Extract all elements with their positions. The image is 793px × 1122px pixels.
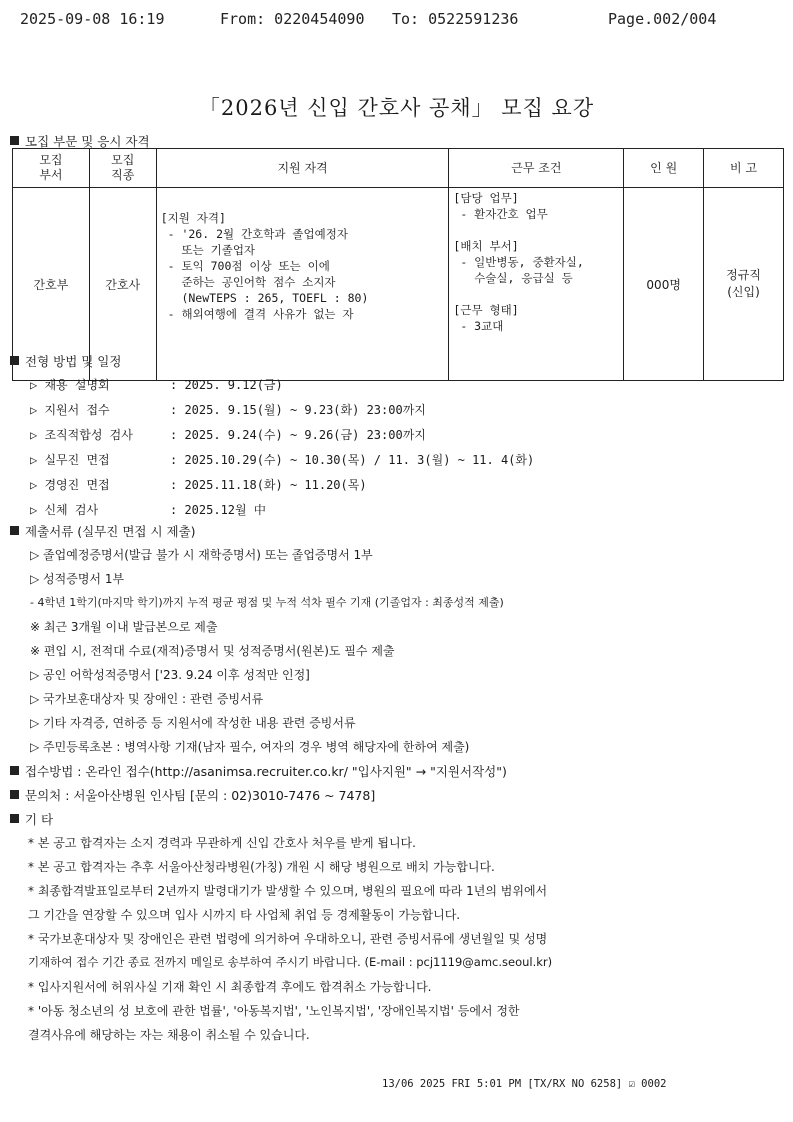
document-item: ※ 최근 3개월 이내 발급본으로 제출 (30, 620, 218, 634)
schedule-item: ▷ 신체 검사 : 2025.12월 中 (30, 503, 266, 517)
fax-page: Page.002/004 (608, 10, 717, 28)
header-job: 모집 직종 (89, 149, 156, 188)
section-recruitment-heading: 모집 부문 및 응시 자격 (10, 132, 150, 150)
table-header-row (13, 149, 784, 188)
document-item: ▷ 성적증명서 1부 (30, 572, 125, 586)
cell-qualifications: [지원 자격] - '26. 2월 간호학과 졸업예정자 또는 기졸업자 - 토익 700점 이상 또는 이에 준하는 공인어학 점수 소지자 (NewTEPS : 265, TOEFL : 80) - 해외여행에 결격 사유가 없는 자 (156, 188, 449, 381)
etc-item: * '아동 청소년의 성 보호에 관한 법률', '아동복지법', '노인복지법', '장애인복지법' 등에서 정한 (28, 1004, 520, 1018)
fax-to: To: 0522591236 (392, 10, 519, 28)
header-dept: 모집 부서 (13, 149, 90, 188)
schedule-item: ▷ 채용 설명회 : 2025. 9.12(금) (30, 378, 283, 392)
section-documents-heading: 제출서류 (실무진 면접 시 제출) (10, 522, 196, 540)
etc-item: * 최종합격발표일로부터 2년까지 발령대기가 발생할 수 있으며, 병원의 필요에 따라 1년의 범위에서 (28, 884, 548, 898)
fax-datetime: 2025-09-08 16:19 (20, 10, 165, 28)
header-count: 인 원 (624, 149, 704, 188)
section-etc-heading: 기 타 (10, 810, 53, 828)
schedule-item: ▷ 실무진 면접 : 2025.10.29(수) ~ 10.30(목) / 11. 3(월) ~ 11. 4(화) (30, 453, 535, 467)
document-item: ▷ 졸업예정증명서(발급 불가 시 재학증명서) 또는 졸업증명서 1부 (30, 548, 373, 562)
page-title: 「2026년 신입 간호사 공채」 모집 요강 (198, 96, 595, 120)
cell-note: 정규직 (신입) (704, 188, 784, 381)
document-item: ▷ 국가보훈대상자 및 장애인 : 관련 증빙서류 (30, 692, 264, 706)
cell-job: 간호사 (89, 188, 156, 381)
document-item: ▷ 공인 어학성적증명서 ['23. 9.24 이후 성적만 인정] (30, 668, 310, 682)
etc-item: * 본 공고 합격자는 추후 서울아산청라병원(가칭) 개원 시 해당 병원으로 배치 가능합니다. (28, 860, 495, 874)
contact-info: 문의처 : 서울아산병원 인사팀 [문의 : 02)3010-7476 ~ 7478] (10, 786, 375, 804)
table-row (13, 188, 784, 381)
header-qualifications: 지원 자격 (156, 149, 449, 188)
schedule-item: ▷ 조직적합성 검사 : 2025. 9.24(수) ~ 9.26(금) 23:00까지 (30, 428, 426, 442)
fax-from: From: 0220454090 (220, 10, 365, 28)
cell-dept: 간호부 (13, 188, 90, 381)
cell-count: 000명 (624, 188, 704, 381)
header-conditions: 근무 조건 (449, 149, 624, 188)
etc-item: 그 기간을 연장할 수 있으며 입사 시까지 타 사업체 취업 등 경제활동이 가능합니다. (28, 908, 461, 922)
fax-header (20, 10, 773, 34)
document-item: ▷ 기타 자격증, 연하증 등 지원서에 작성한 내용 관련 증빙서류 (30, 716, 356, 730)
section-schedule-heading: 전형 방법 및 일정 (10, 352, 121, 370)
schedule-item: ▷ 경영진 면접 : 2025.11.18(화) ~ 11.20(목) (30, 478, 367, 492)
etc-item: * 입사지원서에 허위사실 기재 확인 시 최종합격 후에도 합격취소 가능합니다. (28, 980, 432, 994)
apply-method: 접수방법 : 온라인 접수(http://asanimsa.recruiter.co.kr/ "입사지원" → "지원서작성") (10, 762, 507, 780)
cell-conditions: [담당 업무] - 환자간호 업무 [배치 부서] - 일반병동, 중환자실, 수술실, 응급실 등 [근무 형태] - 3교대 (449, 188, 624, 381)
document-item: ▷ 주민등록초본 : 병역사항 기재(남자 필수, 여자의 경우 병역 해당자에 한하여 제출) (30, 740, 470, 754)
fax-footer: 13/06 2025 FRI 5:01 PM [TX/RX NO 6258] ☑ 0002 (382, 1078, 667, 1090)
recruitment-table (12, 148, 784, 381)
header-note: 비 고 (704, 149, 784, 188)
etc-item: 기재하여 접수 기간 종료 전까지 메일로 송부하여 주시기 바랍니다. (E-mail : pcj1119@amc.seoul.kr) (28, 955, 553, 969)
etc-item: 결격사유에 해당하는 자는 채용이 취소될 수 있습니다. (28, 1028, 310, 1042)
document-item: - 4학년 1학기(마지막 학기)까지 누적 평균 평점 및 누적 석차 필수 기재 (기졸업자 : 최종성적 제출) (30, 596, 504, 609)
etc-item: * 국가보훈대상자 및 장애인은 관련 법령에 의거하여 우대하오니, 관련 증빙서류에 생년월일 및 성명 (28, 932, 548, 946)
schedule-item: ▷ 지원서 접수 : 2025. 9.15(월) ~ 9.23(화) 23:00까지 (30, 403, 426, 417)
document-item: ※ 편입 시, 전적대 수료(재적)증명서 및 성적증명서(원본)도 필수 제출 (30, 644, 395, 658)
etc-item: * 본 공고 합격자는 소지 경력과 무관하게 신입 간호사 처우를 받게 됩니다. (28, 836, 416, 850)
